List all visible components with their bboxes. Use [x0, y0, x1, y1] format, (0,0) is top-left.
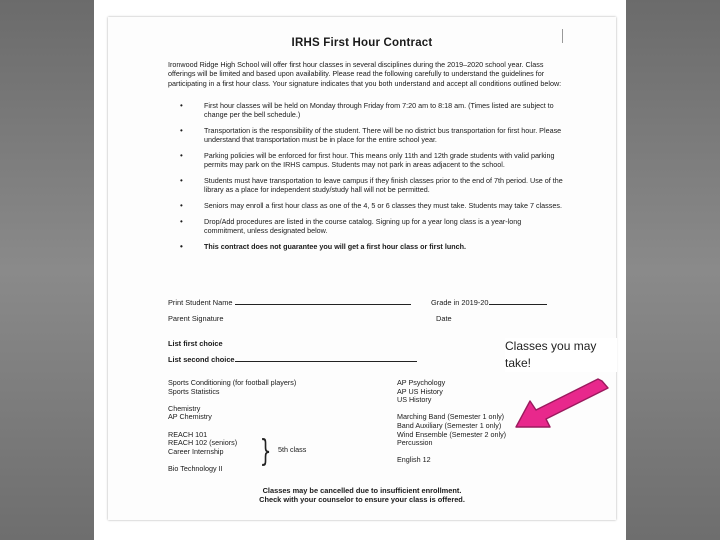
- date-label: Date: [436, 314, 452, 323]
- grade-label: Grade in 2019-20: [431, 298, 489, 307]
- second-choice-label: List second choice: [168, 355, 235, 364]
- intro-paragraph: Ironwood Ridge High School will offer first hour classes in several disciplines during the 2019–2020 school year. Class offerings will be limited and based upon availability. Please read the following carefully to understand the guidelines for participating in a first hour class. Your signature indicates that you both understand and accept all conditions outlined below:: [168, 60, 562, 88]
- class-item: Sports Statistics: [168, 386, 220, 396]
- contract-document: [108, 17, 616, 520]
- brace-icon: }: [259, 434, 272, 469]
- bullet-icon: •: [180, 126, 183, 135]
- guideline-item: [168, 242, 564, 251]
- arrow-shape: [516, 379, 608, 427]
- footer-note: [108, 486, 616, 505]
- class-item: Chemistry: [168, 403, 201, 413]
- class-item: Marching Band (Semester 1 only): [397, 412, 505, 422]
- parent-signature-label: Parent Signature: [168, 314, 224, 323]
- student-name-field: [168, 297, 411, 307]
- footer-line: Classes may be cancelled due to insufficient enrollment.: [262, 486, 462, 495]
- bullet-icon: •: [180, 101, 183, 110]
- bullet-icon: •: [180, 151, 183, 160]
- class-item: US History: [397, 395, 432, 405]
- document-title: IRHS First Hour Contract: [291, 37, 433, 49]
- first-choice-field: [168, 339, 223, 348]
- class-item: AP Chemistry: [168, 412, 212, 422]
- class-item: AP US History: [397, 386, 443, 396]
- class-item: Sports Conditioning (for football players): [168, 378, 297, 387]
- class-item: Bio Technology II: [168, 463, 223, 473]
- guideline-text: Parking policies will be enforced for first hour. This means only 11th and 12th grade students with valid parking permits may park on the IRHS campus. Students may not park in areas adjacent to the school.: [204, 151, 555, 170]
- class-item: Band Auxiliary (Semester 1 only): [397, 420, 502, 430]
- guideline-item: [168, 151, 564, 170]
- second-choice-line[interactable]: [235, 354, 417, 362]
- class-item: REACH 102 (seniors): [168, 438, 238, 448]
- guideline-item: [168, 126, 564, 145]
- student-name-line[interactable]: [235, 297, 411, 305]
- footer-line: Check with your counselor to ensure your class is offered.: [259, 495, 465, 505]
- guideline-text: Drop/Add procedures are listed in the course catalog. Signing up for a year long class is a year-long commitment, unless designated below.: [204, 216, 522, 235]
- bullet-icon: •: [180, 241, 183, 251]
- guideline-item: [168, 201, 564, 210]
- class-item: English 12: [397, 455, 431, 465]
- guideline-text: Transportation is the responsibility of the student. There will be no district bus transportation for first hour. Please understand that transportation must be in place for the entire school year.: [204, 126, 562, 145]
- first-choice-label: List first choice: [168, 339, 223, 348]
- second-choice-field: [168, 354, 417, 364]
- guidelines-list: [168, 101, 564, 257]
- grade-field: [431, 297, 547, 307]
- guideline-item: [168, 101, 564, 120]
- bullet-icon: •: [180, 201, 183, 210]
- guideline-item: [168, 217, 564, 236]
- guideline-item: [168, 176, 564, 195]
- bullet-icon: •: [180, 176, 183, 185]
- guideline-text: First hour classes will be held on Monday through Friday from 7:20 am to 8:18 am. (Times listed are subject to change per the bell schedule.): [204, 101, 554, 120]
- date-field: [436, 314, 452, 323]
- grade-line[interactable]: [489, 297, 547, 305]
- class-item: Career Internship: [168, 446, 224, 456]
- class-item: AP Psychology: [397, 378, 446, 387]
- annotation-callout: Classes you may take!: [505, 338, 617, 372]
- guideline-text: This contract does not guarantee you will get a first hour class or first lunch.: [204, 241, 466, 251]
- class-item: Percussion: [397, 438, 433, 448]
- parent-signature-field: [168, 314, 223, 323]
- guideline-text: Seniors may enroll a first hour class as one of the 4, 5 or 6 classes they must take. Students may take 7 classes.: [204, 201, 562, 210]
- fifth-class-note: 5th class: [278, 445, 307, 454]
- class-item: Wind Ensemble (Semester 2 only): [397, 429, 507, 439]
- pointer-arrow-icon: [510, 375, 610, 435]
- guideline-text: Students must have transportation to leave campus if they finish classes prior to the end of 7th period. Use of the library as a place for independent study/study hall will not be permitted.: [204, 176, 563, 195]
- bullet-icon: •: [180, 216, 183, 226]
- student-name-label: Print Student Name: [168, 298, 233, 307]
- class-item: REACH 101: [168, 429, 208, 439]
